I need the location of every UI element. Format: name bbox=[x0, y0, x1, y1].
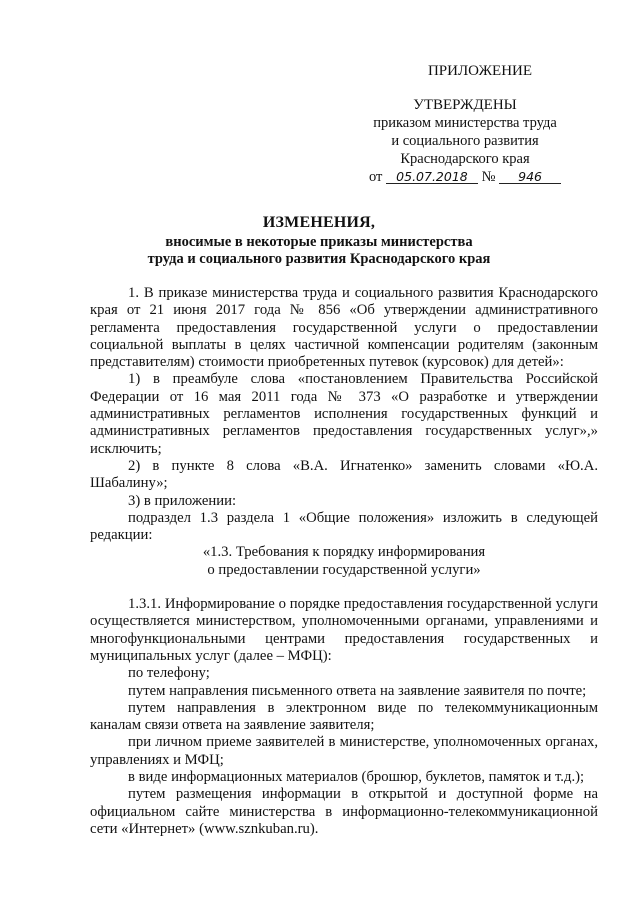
document-body bbox=[90, 285, 598, 838]
document-subtitle-1: вносимые в некоторые приказы министерства bbox=[165, 234, 473, 250]
list-item: при личном приеме заявителей в министерстве, уполномоченных органах, управлениях и МФЦ; bbox=[90, 734, 598, 768]
paragraph: 1.3.1. Информирование о порядке предоставления государственной услуги осуществляется министерством, уполномоченными органами, управлениями и многофункциональными центрами предоставления государственных и муниципальных услуг (далее – МФЦ): bbox=[90, 596, 598, 664]
list-item: путем направления в электронном виде по телекоммуникационным каналам связи ответа на заявление заявителя; bbox=[90, 699, 598, 734]
list-item: по телефону; bbox=[128, 665, 210, 682]
list-item: путем направления письменного ответа на заявление заявителя по почте; bbox=[128, 682, 587, 699]
approval-block bbox=[355, 96, 575, 186]
approved-line-3: Краснодарского края bbox=[400, 151, 530, 167]
list-item: в виде информационных материалов (брошюр, буклетов, памяток и т.д.); bbox=[128, 769, 585, 786]
approved-line-1: приказом министерства труда bbox=[373, 115, 557, 131]
paragraph: подраздел 1.3 раздела 1 «Общие положения» изложить в следующей редакции: bbox=[90, 509, 598, 544]
section-heading-line-1: «1.3. Требования к порядку информирования bbox=[202, 544, 486, 561]
order-date-line bbox=[355, 168, 575, 186]
appendix-label: ПРИЛОЖЕНИЕ bbox=[427, 63, 533, 79]
paragraph: 1) в преамбуле слова «постановлением Правительства Российской Федерации от 16 мая 2011 года № 373 «О разработке и утверждении административных регламентов исполнения государственных функций и административных регламентов предоставления государственных услуг»,» исключить; bbox=[90, 371, 598, 457]
order-date: 05.07.2018 bbox=[386, 170, 478, 184]
list-item: путем размещения информации в открытой и доступной форме на официальном сайте министерства в информационно-телекоммуникационной сети «Интернет» (www.sznkuban.ru). bbox=[90, 786, 598, 837]
document-title: ИЗМЕНЕНИЯ, bbox=[262, 214, 376, 231]
approved-line-2: и социального развития bbox=[391, 133, 539, 149]
paragraph: 2) в пункте 8 слова «В.А. Игнатенко» заменить словами «Ю.А. Шабалину»; bbox=[90, 457, 598, 492]
paragraph: 1. В приказе министерства труда и социального развития Краснодарского края от 21 июня 2017 года № 856 «Об утверждении административного регламента предоставления государственной услуги о предоставлении социальной выплаты в целях частичной компенсации родителям (законным представителям) стоимости приобретенных путевок (курсовок) для детей»: bbox=[90, 285, 598, 371]
date-prefix: от bbox=[368, 169, 383, 185]
order-number: 946 bbox=[499, 170, 561, 184]
approved-caption: УТВЕРЖДЕНЫ bbox=[413, 97, 517, 113]
number-prefix: № bbox=[481, 169, 496, 185]
section-heading-line-2: о предоставлении государственной услуги» bbox=[207, 561, 481, 578]
document-subtitle-2: труда и социального развития Краснодарского края bbox=[147, 251, 491, 267]
paragraph: 3) в приложении: bbox=[128, 492, 237, 509]
